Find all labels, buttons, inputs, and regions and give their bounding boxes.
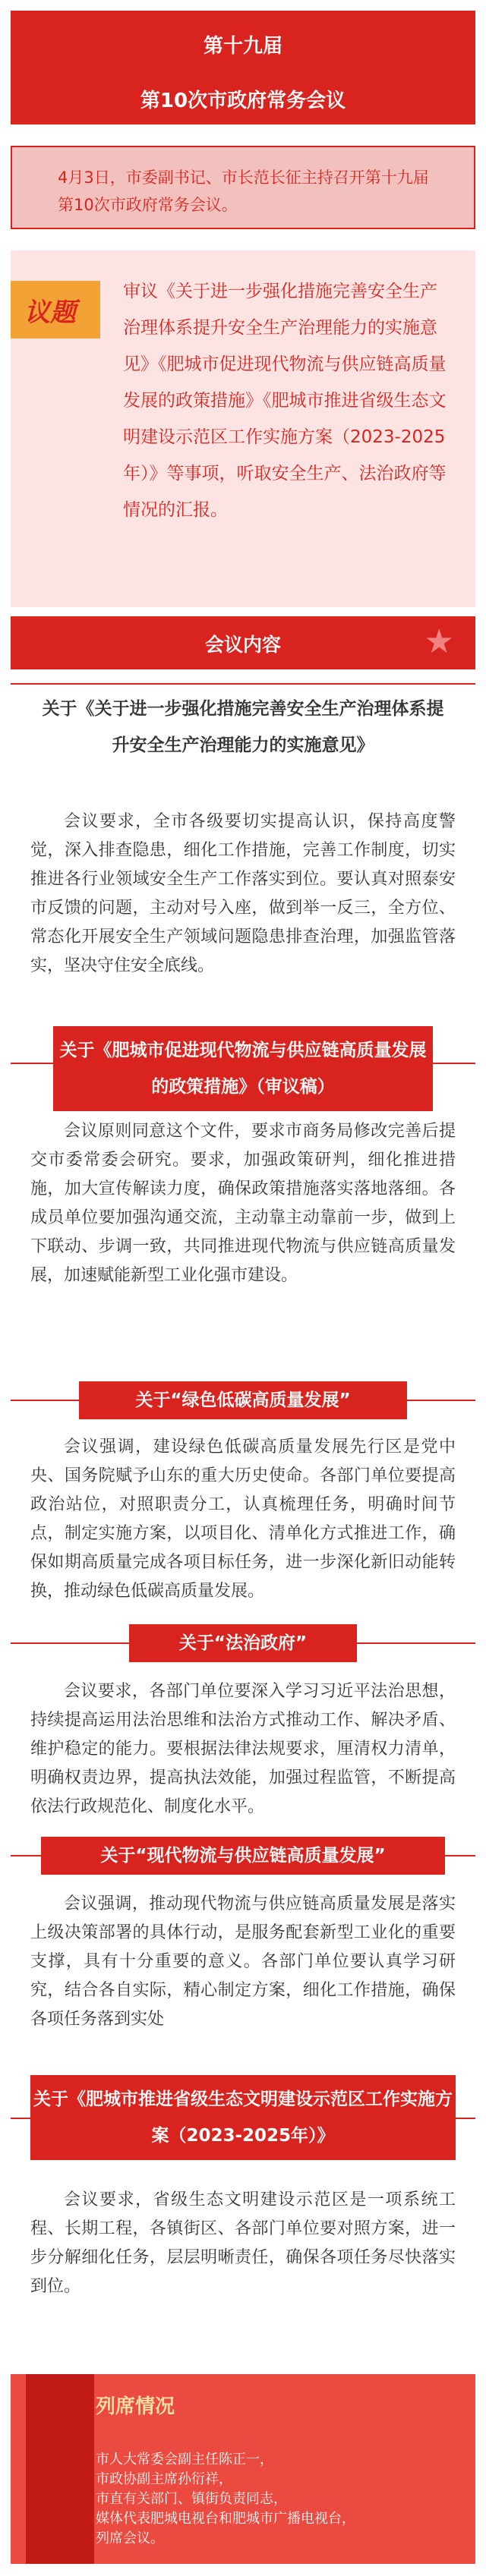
attendance-line: 媒体代表肥城电视台和肥城市广播电视台， [96,2511,355,2527]
content-header-label: 会议内容 [204,634,281,656]
divider-line [11,1400,79,1401]
topic-label: 议题 [24,298,76,328]
attendance-title: 列席情况 [96,2395,175,2418]
divider-line [407,1400,475,1401]
divider-line [11,1855,41,1856]
section-body: 会议原则同意这个文件，要求市商务局修改完善后提交市委常委会研究。要求，加强政策研判，细化推进措施，加大宣传解读力度，确保政策措施落实落地落细。各成员单位要加强沟通交流，主动靠主动靠前一步，做到上下联动、步调一致，共同推进现代物流与供应链高质量发展，加速赋能新型工业化强市建设。 [30,1122,456,1285]
section-body: 会议要求，全市各级要切实提高认识，保持高度警觉，深入排查隐患，细化工作措施，完善工作制度，切实推进各行业领域安全生产工作落实到位。要认真对照泰安市反馈的问题，主动对号入座，做到举一反三，全方位、常态化开展安全生产领域问题隐患排查治理，加强监管落实，坚决守住安全底线。 [30,812,456,975]
divider-line [456,2118,475,2119]
section-title: 关于“现代物流与供应链高质量发展” [41,1837,445,1875]
intro-text: 4月3日，市委副书记、市长范长征主持召开第十九届第10次市政府常务会议。 [58,168,429,214]
flag-decoration [26,2374,94,2564]
attendance-line: 市人大常委会副主任陈正一， [96,2452,273,2467]
section-title: 关于“法治政府” [129,1624,357,1662]
divider-line [11,2118,30,2119]
intro-box [11,146,475,229]
divider-line [433,1063,475,1064]
content-header-bar [11,616,475,669]
topic-text: 审议《关于进一步强化措施完善安全生产治理体系提升安全生产治理能力的实施意见》《肥城市促进现代物流与供应链高质量发展的政策措施》《肥城市推进省级生态文明建设示范区工作实施方案（2023-2025年）》等事项，听取安全生产、法治政府等情况的汇报。 [123,282,447,520]
topic-label-badge [11,281,100,339]
meeting-header [11,11,475,124]
section-title: 关于“绿色低碳高质量发展” [79,1381,407,1419]
attendance-line: 市政协副主席孙衍祥， [96,2471,232,2487]
divider-line [357,1642,475,1644]
divider-line [11,1063,53,1064]
divider-line [11,1642,129,1644]
section-title: 关于《肥城市促进现代物流与供应链高质量发展的政策措施》（审议稿） [53,1026,433,1111]
session-label: 第十九届 [203,35,282,58]
divider-line [11,683,475,685]
divider-line [445,1855,475,1856]
meeting-title: 第10次市政府常务会议 [140,90,346,112]
attendance-line: 列席会议。 [96,2530,164,2546]
star-icon: ★ [424,622,454,661]
topic-box [11,250,475,607]
section-title: 关于《肥城市推进省级生态文明建设示范区工作实施方案（2023-2025年）》 [30,2075,456,2160]
section-body: 会议强调，建设绿色低碳高质量发展先行区是党中央、国务院赋予山东的重大历史使命。各部门单位要提高政治站位，对照职责分工，认真梳理任务，明确时间节点，制定实施方案，以项目化、清单化方式推进工作，确保如期高质量完成各项目标任务，进一步深化新旧动能转换，推动绿色低碳高质量发展。 [30,1438,456,1601]
section-body: 会议要求，各部门单位要深入学习习近平法治思想，持续提高运用法治思维和法治方式推动工作、解决矛盾、维护稳定的能力。要根据法律法规要求，厘清权力清单，明确权责边界，提高执法效能，加强过程监管，不断提高依法行政规范化、制度化水平。 [30,1682,456,1816]
section-title: 关于《关于进一步强化措施完善安全生产治理体系提升安全生产治理能力的实施意见》 [42,699,444,755]
attendance-line: 市直有关部门、镇街负责同志， [96,2491,287,2507]
section-body: 会议要求，省级生态文明建设示范区是一项系统工程、长期工程，各镇街区、各部门单位要对照方案，进一步分解细化任务，层层明晰责任，确保各项任务尽快落实到位。 [30,2190,456,2296]
attendance-list [96,2450,453,2549]
section-body: 会议强调，推动现代物流与供应链高质量发展是落实上级决策部署的具体行动，是服务配套新型工业化的重要支撑，具有十分重要的意义。各部门单位要认真学习研究，结合各自实际，精心制定方案，细化工作措施，确保各项任务落到实处 [30,1894,456,2029]
attendance-box [11,2374,475,2564]
section-title-box [11,683,475,797]
